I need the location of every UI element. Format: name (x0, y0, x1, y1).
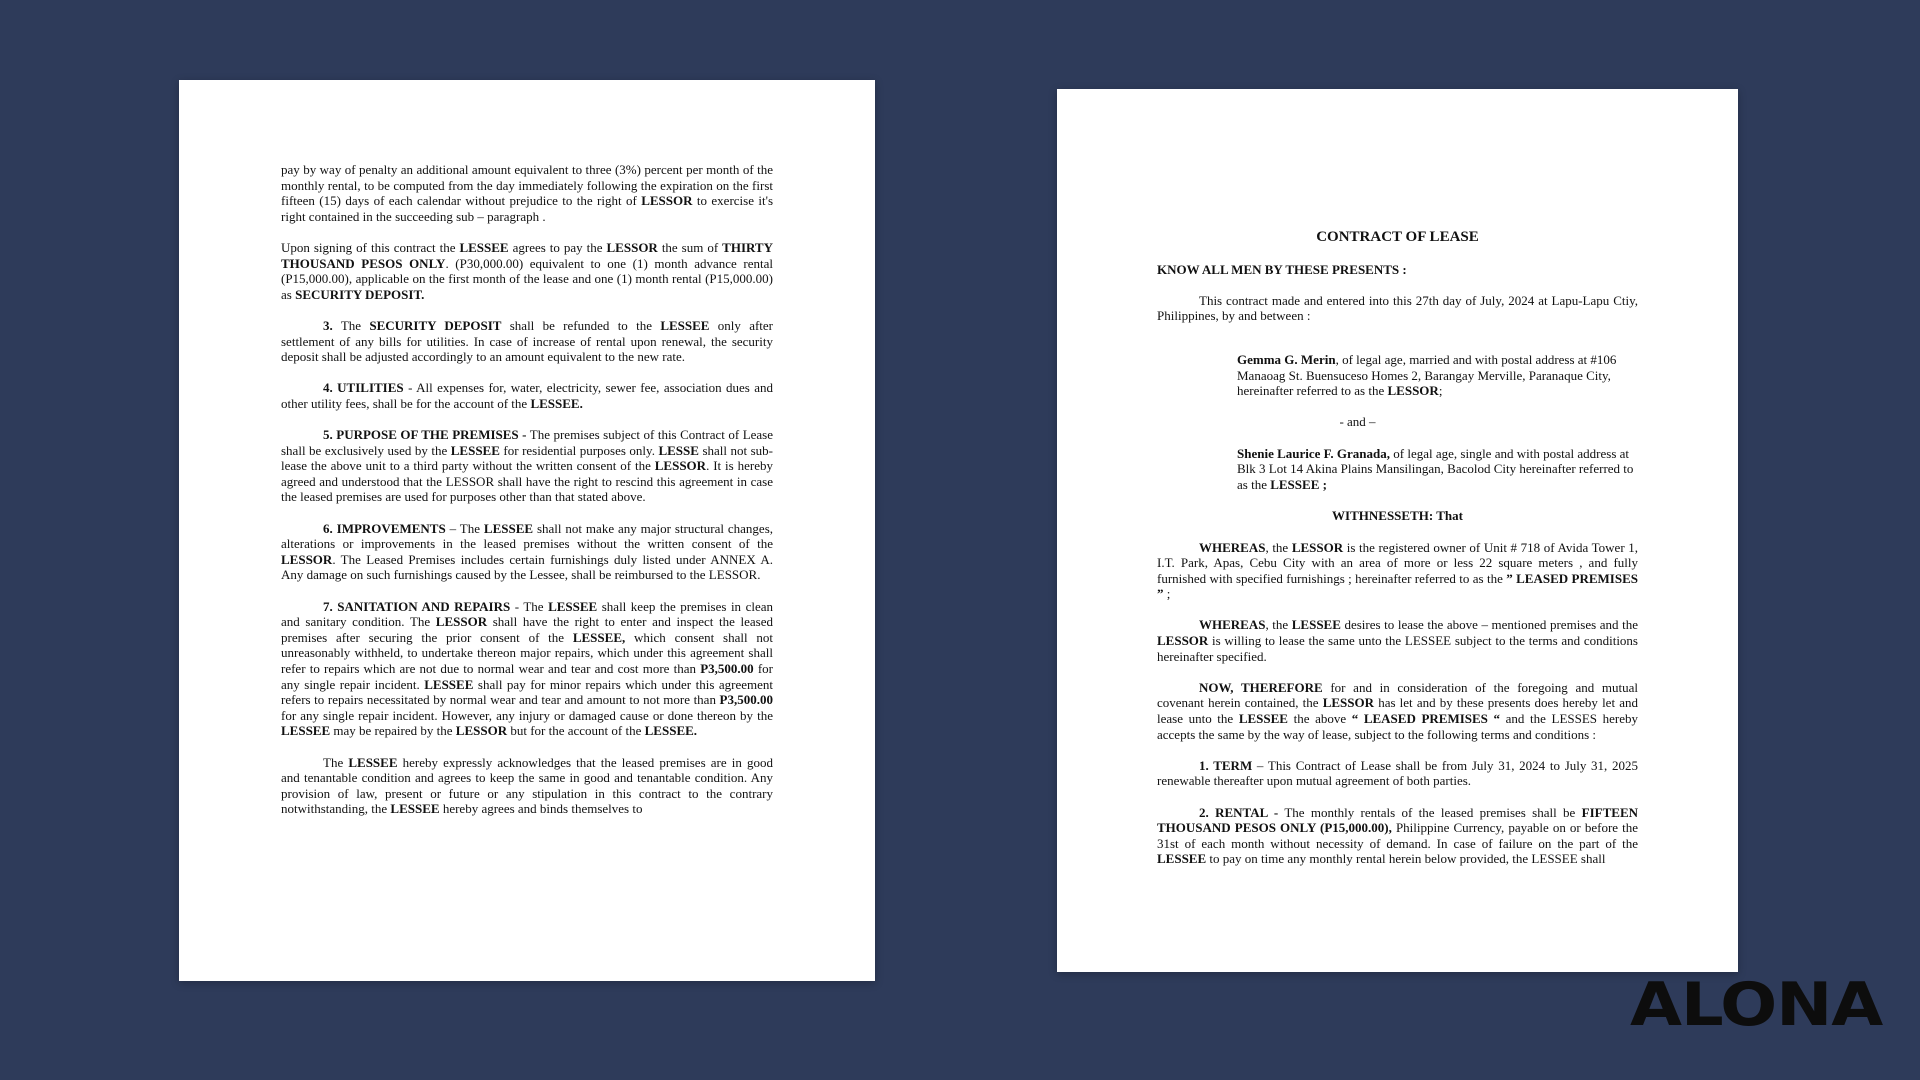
intro-paragraph: This contract made and entered into this 27th day of July, 2024 at Lapu-Lapu Ctiy, Philippines, by and between : (1157, 292, 1638, 324)
acknowledgement-paragraph: The LESSEE hereby expressly acknowledges that the leased premises are in good and tenantable condition and agrees to keep the same in good and tenantable condition. Any provision of law, present or future or any stipulation in this contract to the contrary notwithstanding, the LESSEE hereby agrees and binds themselves to (281, 754, 774, 817)
now-therefore-paragraph: NOW, THEREFORE for and in consideration of the foregoing and mutual covenant herein contained, the LESSOR has let and by these presents does hereby let and lease unto the LESSEE the above “ LEASED PREMISES “ and the LESSES hereby accepts the same by the way of lease, subject to the following terms and conditions : (1157, 679, 1639, 742)
section-utilities: 4. UTILITIES - All expenses for, water, electricity, sewer fee, association dues and other utility fees, shall be for the account of the LESSEE. (281, 380, 774, 411)
alona-logo: ALONA (1629, 970, 1882, 1040)
whereas-ownership: WHEREAS, the LESSOR is the registered owner of Unit # 718 of Avida Tower 1, I.T. Park, Apas, Cebu City with an area of more or less 22 square meters , and fully furnished with specified furnishings ; hereinafter referred to as the ” LEASED PREMISES ” ; (1157, 539, 1639, 602)
section-term: 1. TERM – This Contract of Lease shall be from July 31, 2024 to July 31, 2025 renewable thereafter upon mutual agreement of both parties. (1157, 757, 1639, 789)
page-right-text (1157, 230, 1638, 883)
section-security-deposit: 3. The SECURITY DEPOSIT shall be refunded to the LESSEE only after settlement of any bills for utilities. In case of increase of rental upon renewal, the security deposit shall be adjusted accordingly to an amount equivalent to the new rate. (281, 317, 774, 365)
section-purpose: 5. PURPOSE OF THE PREMISES - The premises subject of this Contract of Lease shall be exclusively used by the LESSEE for residential purposes only. LESSE shall not sub-lease the above unit to a third party without the written consent of the LESSOR. It is hereby agreed and understood that the LESSOR shall have the right to rescind this agreement in case the leased premises are used for purposes other than that stated above. (281, 427, 774, 505)
contract-title: CONTRACT OF LEASE (1316, 229, 1479, 245)
page-left-text (281, 162, 773, 833)
signing-paragraph: Upon signing of this contract the LESSEE agrees to pay the LESSOR the sum of THIRTY THOUSAND PESOS ONLY. (P30,000.00) equivalent to one (1) month advance rental (P15,000.00), applicable on the first month of the lease and one (1) month rental (P15,000.00) as SECURITY DEPOSIT. (281, 239, 773, 302)
section-rental: 2. RENTAL - The monthly rentals of the leased premises shall be FIFTEEN THOUSAND PESOS ONLY (P15,000.00), Philippine Currency, payable on or before the 31st of each month without necessity of demand. In case of failure on the part of the LESSEE to pay on time any monthly rental herein below provided, the LESSEE shall (1157, 804, 1639, 867)
know-all-heading: KNOW ALL MEN BY THESE PRESENTS : (1157, 261, 1407, 277)
and-separator: - and – (1339, 414, 1376, 430)
penalty-paragraph: pay by way of penalty an additional amount equivalent to three (3%) percent per month of the monthly rental, to be computed from the day immediately following the expiration on the first fifteen (15) days of each calendar without prejudice to the right of LESSOR to exercise it's right contained in the succeeding sub – paragraph . (281, 162, 773, 224)
witnesseth-heading: WITHNESSETH: That (1332, 507, 1463, 523)
document-page-left (179, 80, 875, 981)
document-page-right (1057, 89, 1738, 972)
lessor-party: Gemma G. Merin, of legal age, married and with postal address at #106 Manaoag St. Buensuceso Homes 2, Barangay Merville, Paranaque City, hereinafter referred to as the LESSOR; (1237, 351, 1617, 399)
whereas-desire: WHEREAS, the LESSEE desires to lease the above – mentioned premises and the LESSOR is willing to lease the same unto the LESSEE subject to the terms and conditions hereinafter specified. (1157, 617, 1638, 664)
section-sanitation-repairs: 7. SANITATION AND REPAIRS - The LESSEE shall keep the premises in clean and sanitary condition. The LESSOR shall have the right to enter and inspect the leased premises after securing the prior consent of the LESSEE, which consent shall not unreasonably withheld, to undertake thereon major repairs, which under this agreement shall refer to repairs which are not due to normal wear and tear and cost more than P3,500.00 for any single repair incident. LESSEE shall pay for minor repairs which under this agreement refers to repairs necessitated by normal wear and tear and amount to not more than P3,500.00 for any single repair incident. However, any injury or damaged cause or done thereon by the LESSEE may be repaired by the LESSOR but for the account of the LESSEE. (281, 598, 774, 739)
section-improvements: 6. IMPROVEMENTS – The LESSEE shall not make any major structural changes, alterations or improvements in the leased premises without the written consent of the LESSOR. The Leased Premises includes certain furnishings duly listed under ANNEX A. Any damage on such furnishings caused by the Lessee, shall be reimbursed to the LESSOR. (281, 520, 773, 583)
lessee-party: Shenie Laurice F. Granada, of legal age, single and with postal address at Blk 3 Lot 14 Akina Plains Mansilingan, Bacolod City hereinafter referred to as the LESSEE ; (1237, 445, 1634, 492)
